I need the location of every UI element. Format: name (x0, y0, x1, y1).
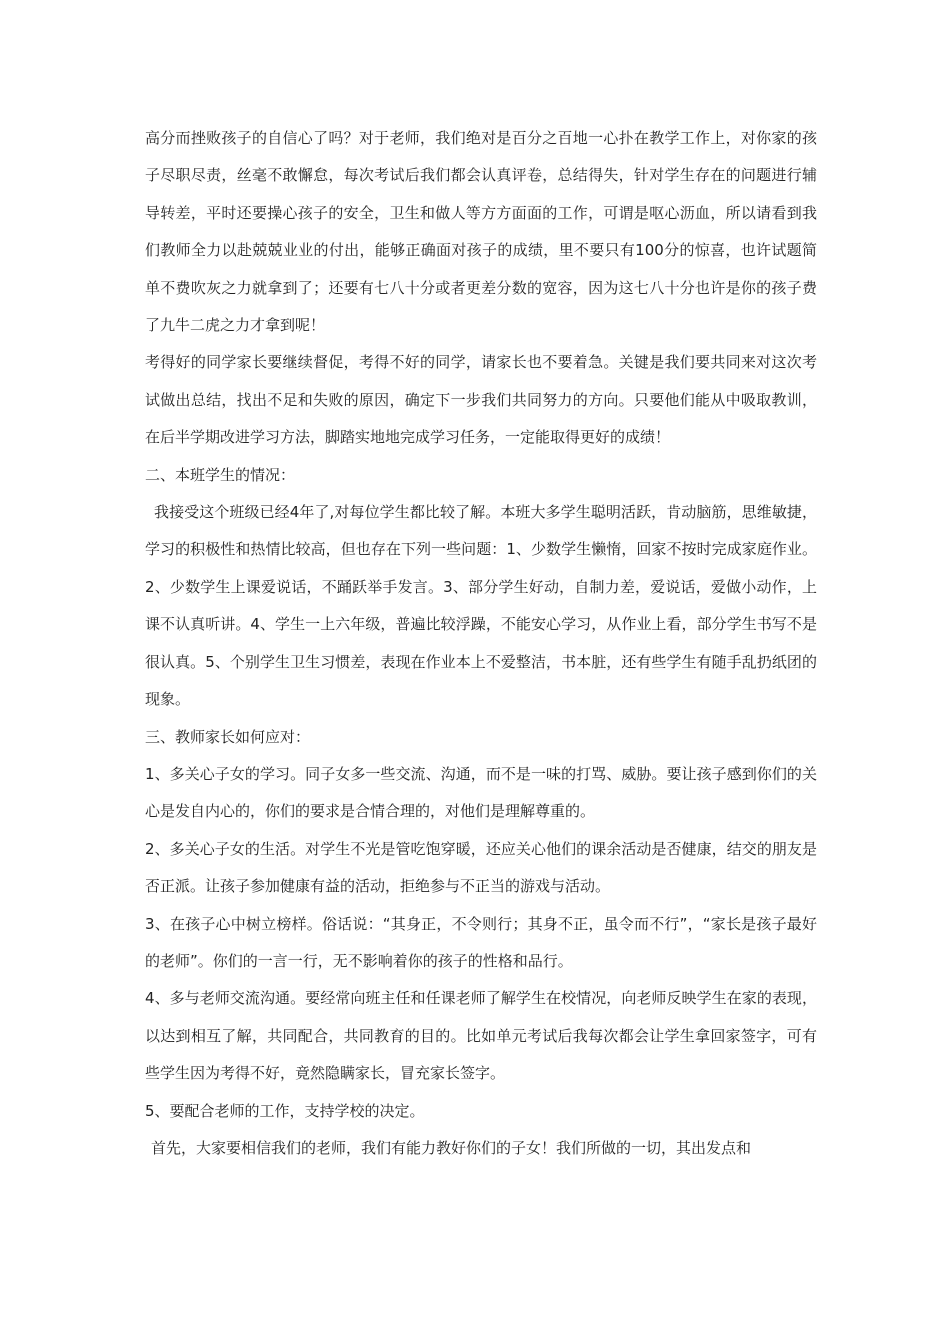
document-body (145, 120, 817, 1167)
section-heading-how-to-respond: 三、教师家长如何应对： (145, 727, 311, 746)
paragraph-teacher-dedication: 高分而挫败孩子的自信心了吗？对于老师，我们绝对是百分之百地一心扑在教学工作上，对你家的孩子尽职尽责，丝毫不敢懈怠，每次考试后我们都会认真评卷，总结得失，针对学生存在的问题进行辅导转差，平时还要操心孩子的安全，卫生和做人等方方面面的工作，可谓是呕心沥血，所以请看到我们教师全力以赴兢兢业业的付出，能够正确面对孩子的成绩，里不要只有100分的惊喜，也许试题简单不费吹灰之力就拿到了；还要有七八十分或者更差分数的宽容，因为这七八十分也许是你的孩子费了九牛二虎之力才拿到呢！ (145, 129, 817, 335)
list-item-role-model: 3、在孩子心中树立榜样。俗话说：“其身正，不令则行；其身不正，虽令而不行”，“家长是孩子最好的老师”。你们的一言一行，无不影响着你的孩子的性格和品行。 (145, 914, 817, 970)
list-item-care-life: 2、多关心子女的生活。对学生不光是管吃饱穿暖，还应关心他们的课余活动是否健康，结交的朋友是否正派。让孩子参加健康有益的活动，拒绝参与不正当的游戏与活动。 (145, 839, 817, 896)
list-item-care-study: 1、多关心子女的学习。同子女多一些交流、沟通，而不是一味的打骂、威胁。要让孩子感到你们的关心是发自内心的，你们的要求是合情合理的，对他们是理解尊重的。 (145, 764, 817, 821)
section-heading-class-situation: 二、本班学生的情况： (145, 465, 296, 484)
paragraph-trust-teachers: 首先，大家要相信我们的老师，我们有能力教好你们的子女！我们所做的一切，其出发点和 (151, 1138, 752, 1157)
list-item-communicate-teacher: 4、多与老师交流沟通。要经常向班主任和任课老师了解学生在校情况，向老师反映学生在家的表现，以达到相互了解，共同配合，共同教育的目的。比如单元考试后我每次都会让学生拿回家签字，可有些学生因为考得不好，竟然隐瞒家长，冒充家长签字。 (145, 989, 817, 1083)
paragraph-exam-follow-up: 考得好的同学家长要继续督促，考得不好的同学，请家长也不要着急。关键是我们要共同来对这次考试做出总结，找出不足和失败的原因，确定下一步我们共同努力的方向。只要他们能从中吸取教训，在后半学期改进学习方法，脚踏实地地完成学习任务，一定能取得更好的成绩！ (145, 353, 817, 447)
list-item-support-school: 5、要配合老师的工作，支持学校的决定。 (145, 1101, 425, 1120)
paragraph-class-situation: 我接受这个班级已经4年了,对每位学生都比较了解。本班大多学生聪明活跃，肯动脑筋，思维敏捷，学习的积极性和热情比较高，但也存在下列一些问题：1、少数学生懒惰，回家不按时完成家庭作业。2、少数学生上课爱说话，不踊跃举手发言。3、部分学生好动，自制力差，爱说话，爱做小动作，上课不认真听讲。4、学生一上六年级，普遍比较浮躁，不能安心学习，从作业上看，部分学生书写不是很认真。5、个别学生卫生习惯差，表现在作业本上不爱整洁，书本脏，还有些学生有随手乱扔纸团的现象。 (145, 503, 817, 709)
